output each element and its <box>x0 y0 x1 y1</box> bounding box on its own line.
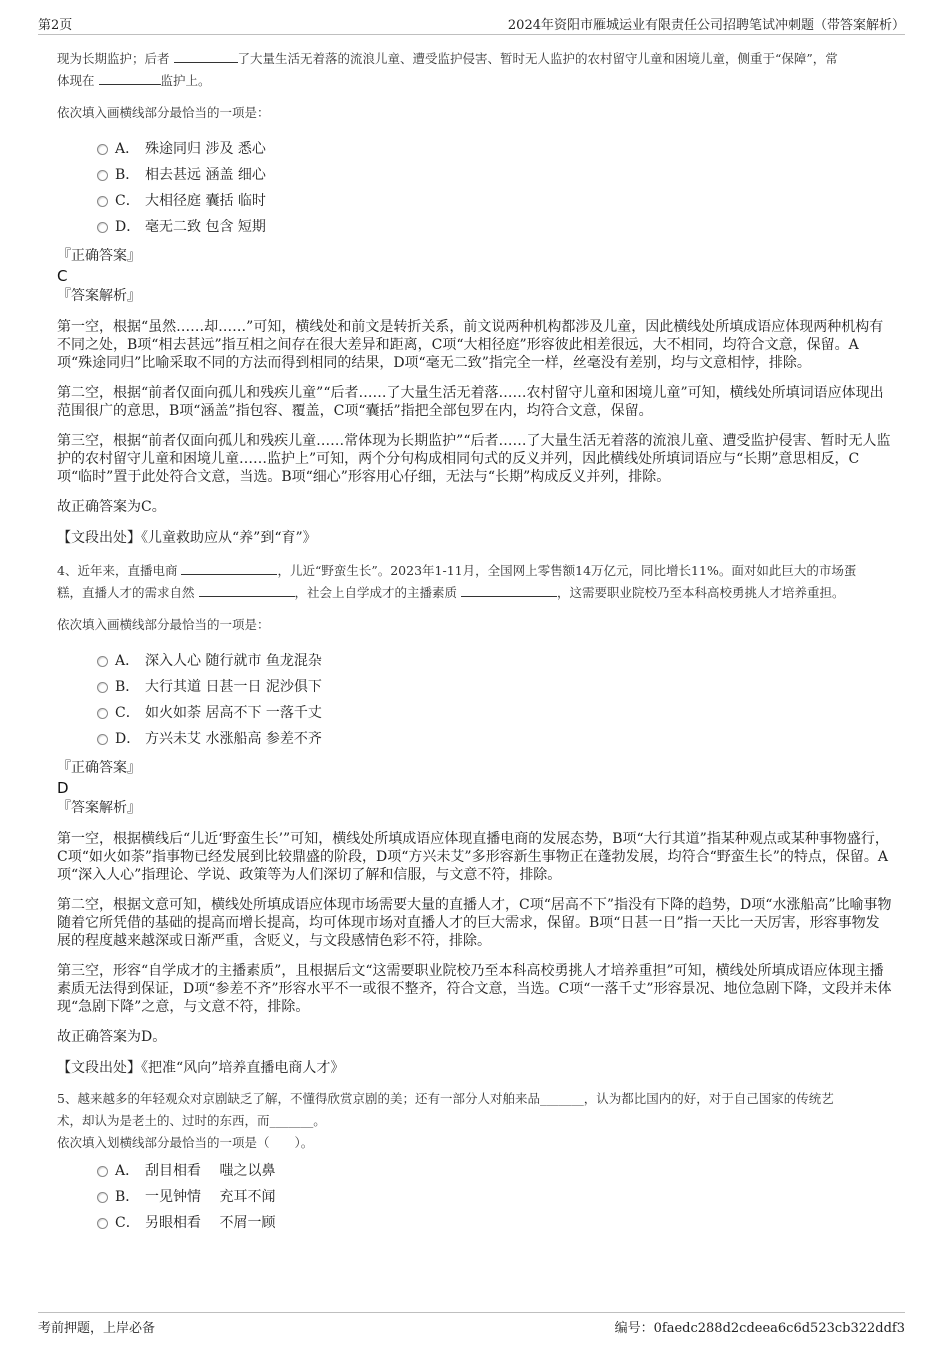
analysis-conclusion: 故正确答案为D。 <box>57 1029 167 1045</box>
question-5-text-part: 5、越来越多的年轻观众对京剧缺乏了解，不懂得欣赏京剧的美；还有一部分人对舶来品_______，认为都比国内的好，对于自己国家的传统艺 <box>57 1091 834 1106</box>
radio-icon[interactable] <box>97 656 108 667</box>
analysis-paragraph: 第二空，根据文意可知，横线处所填成语应体现市场需要大量的直播人才，C项“居高不下”指没有下降的趋势，D项“水涨船高”比喻事物随着它所凭借的基础的提高而增长提高，均可体现市场对直播人才的巨大需求，保留。B项“日甚一日”指一天比一天厉害，形容事物发展的程度越来越深或日渐严重，含贬义，与文段感情色彩不符，排除。 <box>57 897 892 949</box>
analysis-paragraph: 第二空，根据“前者仅面向孤儿和残疾儿童”“后者……了大量生活无着落……农村留守儿童和困境儿童”可知，横线处所填词语应体现出范围很广的意思，B项“涵盖”指包容、覆盖，C项“囊括”指把全部包罗在内，均符合文意，保留。 <box>57 385 884 419</box>
radio-icon[interactable] <box>97 1192 108 1203</box>
option-text: 毫无二致 包含 短期 <box>145 219 266 235</box>
question-3-text-part: 现为长期监护；后者 <box>57 51 170 66</box>
radio-icon[interactable] <box>97 1166 108 1177</box>
question-4-prompt: 依次填入画横线部分最恰当的一项是： <box>57 617 270 632</box>
question-3-prompt: 依次填入画横线部分最恰当的一项是： <box>57 105 270 120</box>
fill-blank <box>99 70 161 85</box>
option-text: 殊途同归 涉及 悉心 <box>145 141 266 157</box>
analysis-conclusion: 故正确答案为C。 <box>57 499 166 515</box>
footer-slogan: 考前押题，上岸必备 <box>38 1321 156 1336</box>
question-4-options <box>57 648 892 752</box>
question-5-text <box>57 1088 892 1132</box>
option-b[interactable] <box>57 674 892 700</box>
option-text: 如火如荼 居高不下 一落千丈 <box>145 705 322 721</box>
option-b[interactable] <box>57 1184 892 1210</box>
question-5-options <box>57 1158 892 1236</box>
option-d[interactable] <box>57 214 892 240</box>
option-b[interactable] <box>57 162 892 188</box>
option-a[interactable] <box>57 1158 892 1184</box>
option-text: 大行其道 日甚一日 泥沙俱下 <box>145 679 322 695</box>
option-c[interactable] <box>57 700 892 726</box>
question-3-text <box>57 48 892 92</box>
option-letter: D． <box>115 219 141 235</box>
option-letter: B． <box>115 679 140 695</box>
radio-icon[interactable] <box>97 170 108 181</box>
option-c[interactable] <box>57 188 892 214</box>
option-letter: C． <box>115 1215 140 1231</box>
analysis-paragraph: 第三空，根据“前者仅面向孤儿和残疾儿童……常体现为长期监护”“后者……了大量生活无着落的流浪儿童、遭受监护侵害、暂时无人监护的农村留守儿童和困境儿童……监护上”可知，两个分句构成相同句式的反义并列，因此横线处所填词语应与“长期”意思相反，C项“临时”置于此处符合文意，当选。B项“细心”形容用心仔细，无法与“长期”构成反义并列，排除。 <box>57 433 891 485</box>
page-number: 第2页 <box>38 18 73 33</box>
option-letter: A． <box>115 1163 140 1179</box>
radio-icon[interactable] <box>97 734 108 745</box>
fill-blank <box>199 582 295 597</box>
fill-blank <box>174 48 238 63</box>
correct-answer: D <box>57 779 69 797</box>
page-content <box>57 48 892 1236</box>
analysis-paragraph: 第一空，根据横线后“儿近‘野蛮生长’”可知，横线处所填成语应体现直播电商的发展态势，B项“大行其道”指某种观点或某种事物盛行，C项“如火如荼”指事物已经发展到比较鼎盛的阶段，D项“方兴未艾”多形容新生事物正在蓬勃发展，均符合“野蛮生长”的特点，保留。A项“深入人心”指理论、学说、政策等为人们深切了解和信服，与文意不符，排除。 <box>57 831 889 883</box>
option-text: 大相径庭 囊括 临时 <box>145 193 266 209</box>
option-letter: B． <box>115 1189 140 1205</box>
question-3-text-part: 体现在 <box>57 73 95 88</box>
option-c[interactable] <box>57 1210 892 1236</box>
radio-icon[interactable] <box>97 1218 108 1229</box>
source-citation: 【文段出处】《儿童救助应从“养”到“育”》 <box>57 530 317 546</box>
option-letter: D． <box>115 731 141 747</box>
question-3-options <box>57 136 892 240</box>
radio-icon[interactable] <box>97 222 108 233</box>
option-letter: C． <box>115 705 140 721</box>
option-text: 相去甚远 涵盖 细心 <box>145 167 266 183</box>
document-id: 编号：0faedc288d2cdeea6c6d523cb322ddf3 <box>614 1321 905 1336</box>
option-text: 深入人心 随行就市 鱼龙混杂 <box>145 653 322 669</box>
option-text: 另眼相看 不屑一顾 <box>145 1215 276 1231</box>
option-text: 刮目相看 嗤之以鼻 <box>145 1163 276 1179</box>
question-4-text-part: 糕，直播人才的需求自然 <box>57 585 195 600</box>
correct-answer-label: 『正确答案』 <box>57 248 141 264</box>
analysis-paragraph: 第三空，形容“自学成才的主播素质”，且根据后文“这需要职业院校乃至本科高校勇挑人才培养重担”可知，横线处所填成语应体现主播素质无法得到保证，D项“参差不齐”形容水平不一或很不整齐，符合文意，当选。C项“一落千丈”形容景况、地位急剧下降，文段并未体现“急剧下降”之意，与文意不符，排除。 <box>57 963 892 1015</box>
document-title: 2024年资阳市雁城运业有限责任公司招聘笔试冲刺题（带答案解析） <box>507 18 905 33</box>
option-letter: A． <box>115 653 140 669</box>
option-text: 方兴未艾 水涨船高 参差不齐 <box>145 731 322 747</box>
analysis-paragraph: 第一空，根据“虽然……却……”可知，横线处和前文是转折关系，前文说两种机构都涉及儿童，因此横线处所填成语应体现两种机构有不同之处，B项“相去甚远”指互相之间存在很大差异和距离，C项“大相径庭”形容彼此相差很远，大不相同，均符合文意，保留。A项“殊途同归”比喻采取不同的方法而得到相同的结果，D项“毫无二致”指完全一样，丝毫没有差别，均与文意相悖，排除。 <box>57 319 884 371</box>
source-citation: 【文段出处】《把准“风向”培养直播电商人才》 <box>57 1060 345 1076</box>
question-4-text-part: ，儿近“野蛮生长”。2023年1-11月，全国网上零售额14万亿元，同比增长11%。面对如此巨大的市场蛋 <box>277 563 857 578</box>
radio-icon[interactable] <box>97 708 108 719</box>
option-letter: C． <box>115 193 140 209</box>
fill-blank <box>461 582 557 597</box>
question-5-text-part: 术，却认为是老土的、过时的东西，而_______。 <box>57 1113 326 1128</box>
radio-icon[interactable] <box>97 144 108 155</box>
option-a[interactable] <box>57 648 892 674</box>
analysis-label: 『答案解析』 <box>57 800 141 816</box>
option-letter: B． <box>115 167 140 183</box>
correct-answer-label: 『正确答案』 <box>57 760 141 776</box>
option-text: 一见钟情 充耳不闻 <box>145 1189 276 1205</box>
option-a[interactable] <box>57 136 892 162</box>
question-5-prompt: 依次填入划横线部分最恰当的一项是（ ）。 <box>57 1135 314 1150</box>
question-4-text-part: 4、近年来，直播电商 <box>57 563 178 578</box>
option-letter: A． <box>115 141 140 157</box>
question-4-text-part: ，这需要职业院校乃至本科高校勇挑人才培养重担。 <box>557 585 845 600</box>
page-footer <box>38 1312 905 1337</box>
radio-icon[interactable] <box>97 682 108 693</box>
page-header <box>38 12 905 35</box>
radio-icon[interactable] <box>97 196 108 207</box>
question-3-text-part: 监护上。 <box>160 73 211 88</box>
question-4-text-part: ，社会上自学成才的主播素质 <box>294 585 458 600</box>
correct-answer: C <box>57 267 68 285</box>
question-4-text <box>57 560 892 604</box>
question-3-text-part: 了大量生活无着落的流浪儿童、遭受监护侵害、暂时无人监护的农村留守儿童和困境儿童，侧重于“保障”，常 <box>237 51 838 66</box>
analysis-label: 『答案解析』 <box>57 288 141 304</box>
option-d[interactable] <box>57 726 892 752</box>
fill-blank <box>181 560 277 575</box>
